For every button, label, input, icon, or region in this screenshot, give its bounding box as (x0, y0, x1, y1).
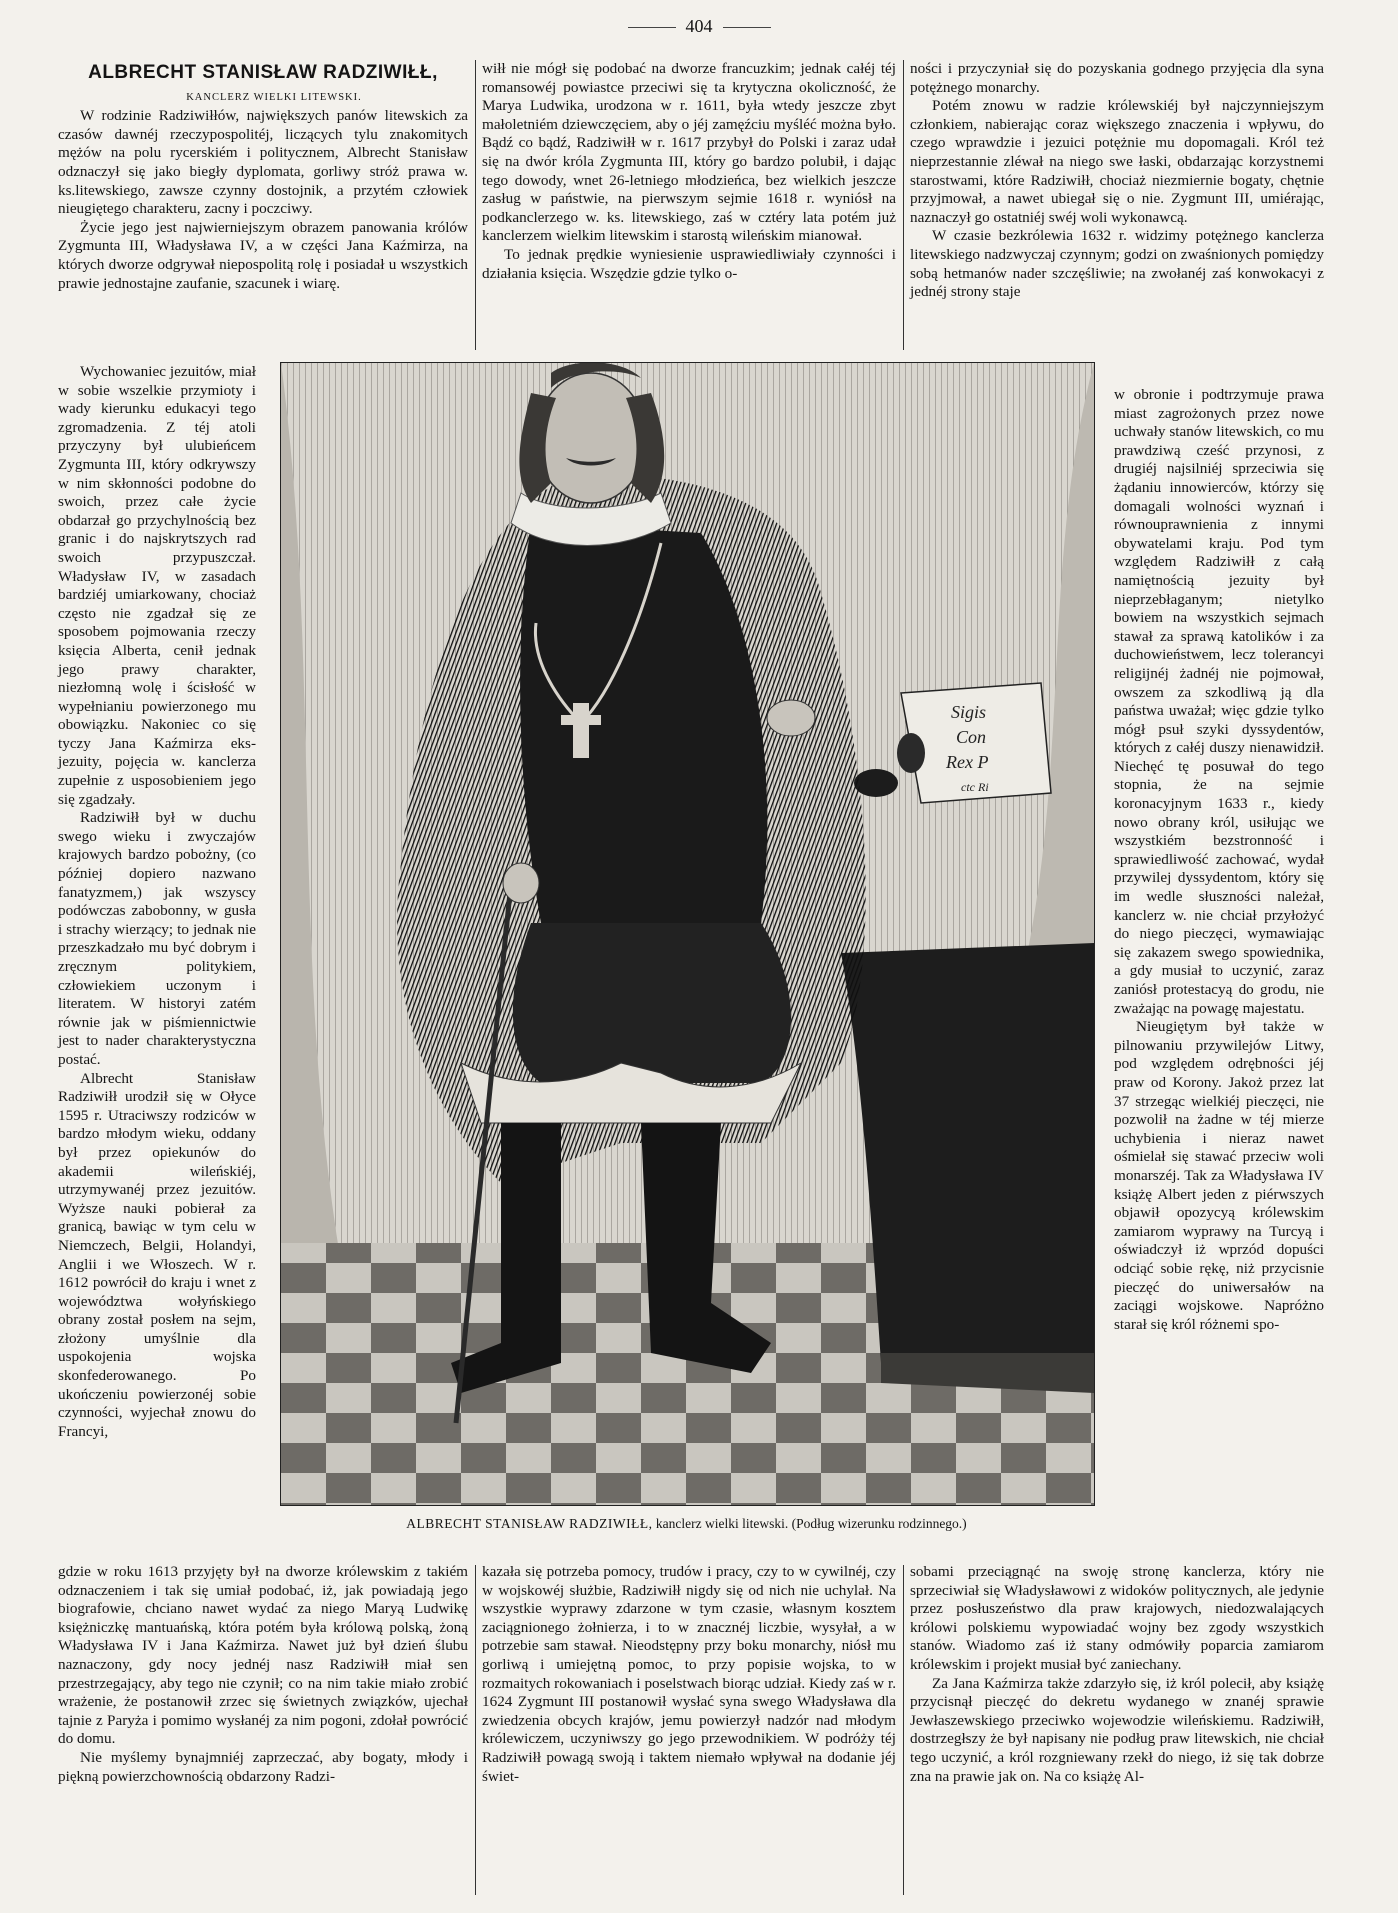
column-rule (903, 60, 904, 350)
letter-line: Sigis (951, 702, 987, 722)
column-left-bottom (58, 1563, 468, 1786)
letter-line: ctc Ri (961, 780, 989, 794)
column-middle-bottom (482, 1563, 896, 1786)
page-number-text: 404 (685, 16, 713, 36)
paragraph: Wychowaniec jezuitów, miał w sobie wszelkie przymioty i wady kierunku edukacyi tego zgromadzenia. Z téj atoli przyczyny był ulubieńcem Zygmunta III, który odkrywszy w nim skłonności podobne do swoich, przez całe życie obdarzał go przychylnością bez granic i do najskrytszych rad swoich przypuszczał. Władysław IV, w zasadach bardziéj umiarkowany, chociaż często nie zgadzał się ze sposobem pojmowania rzeczy księcia Alberta, cenił jednak jego prawy charakter, niezłomną wolę i ścisłość w wypełnianiu powierzonego mu obowiązku. Nakoniec co się tyczy Jana Kaźmirza eks-jezuity, pojęcia w. kanclerza zupełnie z usposobieniem jego się zgadzały. (58, 363, 256, 808)
paragraph: ności i przyczyniał się do pozyskania godnego przyjęcia dla syna potężnego monarchy. (910, 60, 1324, 96)
paragraph: gdzie w roku 1613 przyjęty był na dworze królewskim z takiém odznaczeniem i tak się umiał podobać, iż, jak powiadają jego biografowie, chciano nawet wydać za niego Maryą Ludwikę księżniczkę mantuańską, która potém była królową polską, żoną Władysława IV i Jana Kaźmirza. Nawet już był dzień ślubu naznaczony, gdy nocy jednéj nasz Radziwiłł miał sen przestrzegający, aby tego nie czynił; co na nim takie miało zrobić wrażenie, że postanowił zrzec się świetnych związków, ujechał tajnie z Paryża i pomimo wysłanéj za nim pogoni, zdołał powrócić do domu. (58, 1563, 468, 1748)
page-number (0, 16, 1398, 37)
column-middle-top (482, 60, 896, 283)
portrait-engraving-image (281, 363, 1094, 1505)
caption-role: kanclerz wielki litewski. (655, 1516, 789, 1531)
column-rule (475, 60, 476, 350)
paragraph: Nieugiętym był także w pilnowaniu przywilejów Litwy, pod względem odrębności jéj praw od Korony. Jakoż przez lat 37 strzegąc wielkiéj pieczęci, nie pozwolił na żadne w téj mierze uchybienia i nieraz nawet ośmielał się stawać przeciw woli monarszéj. Tak za Władysława IV książę Albert jeden z piérwszych objawił opozycyą królewskim zamiarom wyprawy na Turcyą i oświadczył iż wprzód dopuści odciąć sobie rękę, niż przycisnie pieczęć do uniwersałów na zaciągi wojskowe. Napróżno starał się król różnemi spo- (1114, 1018, 1324, 1333)
paragraph: Życie jego jest najwierniejszym obrazem panowania królów Zygmunta III, Władysława IV, a w części Jana Kaźmirza, na których dworze odgrywał niepospolitą rolę i posiadał u wszystkich prawie jednostajne zaufanie, szacunek i wiarę. (58, 218, 468, 292)
letter-line: Rex P (946, 752, 989, 772)
column-right-narrow (1114, 386, 1324, 1334)
column-right-top (910, 60, 1324, 302)
column-right-bottom (910, 1563, 1324, 1786)
paragraph: kazała się potrzeba pomocy, trudów i pracy, czy to w cywilnéj, czy w wojskowéj służbie, Radziwiłł nigdy się od nich nie uchylał. Na wszystkie wyprawy zdarzone w tym czasie, własnym kosztem zaciągnionego żołnierza, i to w znacznéj liczbie, wysyłał, a w potrzebie sam stawał. Nieodstępny przy boku monarchy, niósł mu gorliwą i umiejętną pomoc, to przy popisie wojska, to w rozmaitych rokowaniach i poselstwach biorąc udział. Kiedy zaś w r. 1624 Zygmunt III postanowił wysłać syna swego Władysława dla zwiedzenia obcych krajów, jemu powierzył nadzór nad młodym królewiczem, uczyniwszy go jego przewodnikiem. W podróży téj Radziwiłł powagą swoją i taktem niemało wpływał na dodanie jéj świet- (482, 1563, 896, 1785)
column-left-top (58, 64, 468, 293)
paragraph: Potém znowu w radzie królewskiéj był najczynniejszym członkiem, nabierając coraz większego znaczenia i wpływu, do czego wprawdzie i jezuici potężnie mu dopomagali. Król też nieprzestannie zléwał na niego swe łaski, obdarzając korzystnemi starostwami, które Radziwiłł, chociaż niezmiernie bogaty, chętnie przyjmował, a nawet ubiegał się o nie. Zygmunt III, umiérając, naznaczył go ostatniéj swéj woli wykonawcą. (910, 97, 1324, 226)
page-number-rule-left (628, 27, 676, 28)
paragraph: To jednak prędkie wyniesienie usprawiedliwiały czynności i działania księcia. Wszędzie gdzie tylko o- (482, 245, 896, 282)
paragraph: wiłł nie mógł się podobać na dworze francuzkim; jednak całéj téj romansowéj powiastce przeciwi się ta krytyczna okoliczność, że Marya Ludwika, urodzona w r. 1611, była wtedy jeszcze zbyt małoletniém dziewczęciem, aby o jéj zamęźciu myśléć można było. Bądź co bądź, Radziwiłł w r. 1617 przybył do Polski i zaraz udał się na dwór króla Zygmunta III, który go bardzo polubił, i dając tego dowody, wnet 26-letniego młodzieńca, bez wielkich jeszcze zasług w państwie, na pierwszym sejmie 1618 r. wyniósł na podkanclerzego w. ks. litewskiego, zaś w cztéry lata potém już kanclerzem wielkim litewskim i starostą wileńskim mianował. (482, 60, 896, 245)
page-number-rule-right (723, 27, 771, 28)
article-subtitle: KANCLERZ WIELKI LITEWSKI. (186, 91, 362, 103)
paragraph: Radziwiłł był w duchu swego wieku i zwyczajów krajowych bardzo pobożny, (co później dopiero nazwano fanatyzmem,) jak wszyscy podówczas zabobonny, w gusła i strachy wierzący; to jednak nie przeszkadzało mu być dobrym i zręcznym politykiem, człowiekiem uczonym i literatem. W historyi zatém równie jak w piśmiennictwie jest to nader charakterystyczna postać. (58, 809, 256, 1068)
column-left-narrow (58, 363, 256, 1441)
article-title: ALBRECHT STANISŁAW RADZIWIŁŁ, (88, 62, 438, 83)
paragraph: sobami przeciągnąć na swoję stronę kanclerza, który nie sprzeciwiał się Władysławowi z widoków politycznych, ale jedynie przez posłuszeństwo dla praw krajowych, niedozwalających królowi polskiemu wypowiadać wojny bez zgody wszystkich stanów. Wiadomo zaś iż stany odmówiły poparcia zamiarom królewskim i projekt musiał być zaniechany. (910, 1563, 1324, 1673)
portrait-engraving (280, 362, 1095, 1506)
letter-line: Con (956, 727, 987, 747)
paragraph: Nie myślemy bynajmniéj zaprzeczać, aby bogaty, młody i piękną powierzchownością obdarzony Radzi- (58, 1748, 468, 1785)
caption-source: (Podług wizerunku rodzinnego.) (791, 1516, 967, 1531)
column-rule (475, 1565, 476, 1895)
paragraph: w obronie i podtrzymuje prawa miast zagrożonych przez nowe uchwały stanów litewskich, co mu prawdziwą cześć przynosi, z drugiéj najsilniéj sprzeciwia się żądaniu innowierców, którzy się domagali wolności wyznań i równouprawnienia z innymi obywatelami kraju. Pod tym względem Radziwiłł z całą namiętnością jezuity był nieprzebłaganym; nietylko bowiem na wszystkich sejmach stawał za sprawą katolików i za duchowieństwem, lecz tolerancyi religijnéj żadnéj nie pojmował, owszem za szkodliwą ją dla państwa uważał; więc gdzie tylko mógł psuł szyki dyssydentów, których z całéj duszy nienawidził. Niechęć tę posuwał do tego stopnia, że na sejmie koronacyjnym 1633 r., kiedy nowo obrany król, usiłując we wszystkiém bezstronność i sprawiedliwość zachować, wydał przywilej dyssydentom, który się im wedle słuszności należał, kanclerz w. nie chciał przyłożyć do niego pieczęci, wymawiając się zakazem swego spowiednika, a gdy musiał to uczynić, zaraz zaniósł protestacyą do grodu, nie zważając na powagę majestatu. (1114, 386, 1324, 1017)
column-rule (903, 1565, 904, 1895)
paragraph: Albrecht Stanisław Radziwiłł urodził się w Ołyce 1595 r. Utraciwszy rodziców w bardzo młodym wieku, oddany był przez opiekunów do akademii wileńskiéj, utrzymywanéj przez jezuitów. Wyższe nauki pobierał za granicą, bawiąc w tym celu w Niemczech, Belgii, Holandyi, Anglii i we Włoszech. W r. 1612 powrócił do kraju i wnet z województwa wołyńskiego obrany został posłem na sejm, złożony umyślnie dla uspokojenia wojska skonfederowanego. Po ukończeniu powierzonéj sobie czynności, wyjechał znowu do Francyi, (58, 1069, 256, 1440)
paragraph: W rodzinie Radziwiłłów, największych panów litewskich za czasów dawnéj rzeczypospolitéj, liczących tylu znakomitych mężów na polu rycerskiém i politycznem, Albrecht Stanisław odznaczył się jako biegły dyplomata, gorliwy stróż prawa w. ks.litewskiego, zawsze czynny dostojnik, a przytém człowiek nieugiętego charakteru, zacny i poczciwy. (58, 107, 468, 218)
paragraph: W czasie bezkrólewia 1632 r. widzimy potężnego kanclerza litewskiego nadzwyczaj czynnym; godzi on zwaśnionych pomiędzy sobą hetmanów nader szczęśliwie; na zwołanéj zaś konwokacyi z jednéj strony staje (910, 227, 1324, 301)
illustration-caption (280, 1516, 1093, 1532)
caption-name: ALBRECHT STANISŁAW RADZIWIŁŁ, (406, 1516, 653, 1531)
paragraph: Za Jana Kaźmirza także zdarzyło się, iż król polecił, aby książę przycisnął pieczęć do dekretu wydanego w znanéj sprawie Jewłaszewskiego przeciwko wojewodzie wileńskiemu. Radziwiłł, dostrzegłszy że był napisany nie podług praw litewskich, nie chciał tego uczynić, a król rozgniewany rzekł do niego, iż się tak dobrze zna na prawie jak on. Na co książę Al- (910, 1674, 1324, 1785)
